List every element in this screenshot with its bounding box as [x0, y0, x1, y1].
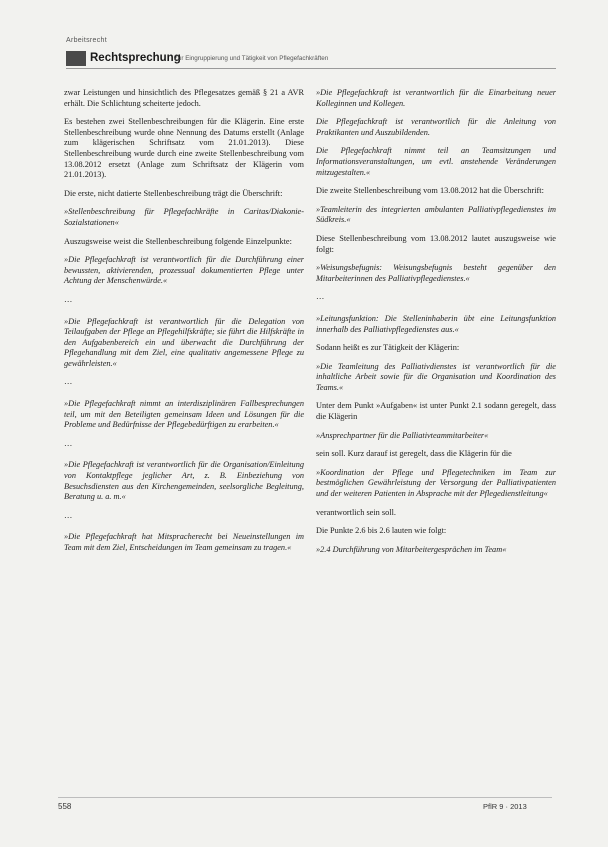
quoted-paragraph: »Die Pflegefachkraft ist verantwortlich für die Delegation von Teilaufgaben der Pflege an Pflegehilfskräfte; sie führt die Hilfskräfte in den Aufgabenbereich ein und überwacht die Durchführung der Pflegehandlung mit dem Ziel, eine qualitativ angemessene Pflege zu gewährleisten.«: [64, 316, 304, 368]
paragraph: Diese Stellenbeschreibung vom 13.08.2012 lautet auszugsweise wie folgt:: [316, 233, 556, 254]
paragraph: Die Punkte 2.6 bis 2.6 lauten wie folgt:: [316, 526, 447, 536]
quoted-paragraph: »2.4 Durchführung von Mitarbeitergesprächen im Team«: [316, 544, 507, 554]
quoted-paragraph: »Ansprechpartner für die Palliativteammitarbeiter«: [316, 430, 489, 440]
quoted-paragraph: »Die Pflegefachkraft ist verantwortlich für die Organisation/Einleitung von Kontaktpflege jeglicher Art, z. B. Einbeziehung von Besuchsdiensten aus den Kirchengemeinden, seelsorgliche Begleitung, Beratung u. a. m.«: [64, 460, 304, 502]
paragraph: zwar Leistungen und hinsichtlich des Pflegesatzes gemäß § 21 a AVR erhält. Die Schlichtung scheiterte jedoch.: [64, 88, 304, 108]
ellipsis-marker: …: [64, 377, 73, 387]
header-subtitle: Zur Eingruppierung und Tätigkeit von Pflegefachkräften: [174, 55, 329, 62]
quoted-paragraph: »Die Pflegefachkraft ist verantwortlich für die Einarbeitung neuer Kolleginnen und Kollegen.: [316, 88, 556, 108]
journal-issue: PflR 9 · 2013: [483, 802, 527, 811]
page-number: 558: [58, 802, 72, 811]
header-block-marker: [66, 51, 86, 66]
ellipsis-marker: …: [316, 292, 325, 302]
paragraph: Die erste, nicht datierte Stellenbeschreibung trägt die Überschrift:: [64, 188, 283, 198]
ellipsis-marker: …: [64, 294, 73, 304]
quoted-paragraph: »Koordination der Pflege und Pflegetechniken im Team zur bestmöglichen Gewährleistung der Versorgung der Palliativpatienten und der weiteren Patienten in Absprache mit der Pflegedienstleitung«: [316, 467, 556, 499]
quoted-paragraph: Die Pflegefachkraft ist verantwortlich für die Anleitung von Praktikanten und Auszubildenden.: [316, 117, 556, 137]
running-header: [66, 50, 556, 69]
header-title: Rechtsprechung: [90, 52, 181, 64]
quoted-paragraph: »Die Pflegefachkraft ist verantwortlich für die Durchführung einer bewussten, aktivierenden, prozessual dokumentierten Pflege unter Achtung der Menschenwürde.«: [64, 255, 304, 286]
paragraph: Die zweite Stellenbeschreibung vom 13.08.2012 hat die Überschrift:: [316, 186, 544, 196]
quoted-paragraph: »Teamleiterin des integrierten ambulanten Palliativpflegedienstes im Südkreis.«: [316, 204, 556, 225]
footer-divider: [58, 797, 552, 798]
quoted-paragraph: »Stellenbeschreibung für Pflegefachkräfte in Caritas/Diakonie-Sozialstationen«: [64, 207, 304, 227]
quoted-paragraph: »Weisungsbefugnis: Weisungsbefugnis besteht gegenüber den Mitarbeiterinnen des Palliativpflegedienstes.«: [316, 263, 556, 283]
paragraph: Sodann heißt es zur Tätigkeit der Klägerin:: [316, 343, 460, 353]
quoted-paragraph: »Die Pflegefachkraft nimmt an interdisziplinären Fallbesprechungen teil, um mit den Beteiligten gemeinsam Ideen und Lösungen für die Probleme und Bedürfnisse der Pflegebedürftigen zu erarbeiten.«: [64, 399, 304, 430]
quoted-paragraph: »Die Pflegefachkraft hat Mitspracherecht bei Neueinstellungen im Team mit dem Ziel, Entscheidungen im Team gemeinsam zu tragen.«: [64, 532, 304, 552]
right-text-column: [316, 88, 556, 563]
quoted-paragraph: »Leitungsfunktion: Die Stelleninhaberin übt eine Leitungsfunktion innerhalb des Palliativpflegedienstes aus.«: [316, 313, 556, 334]
section-label: Arbeitsrecht: [66, 37, 107, 44]
paragraph: sein soll. Kurz darauf ist geregelt, dass die Klägerin für die: [316, 449, 512, 459]
ellipsis-marker: …: [64, 438, 73, 448]
quoted-paragraph: »Die Teamleitung des Palliativdienstes ist verantwortlich für die inhaltliche Arbeit sowie für die Organisation und Koordination des Teams.«: [316, 361, 556, 392]
paragraph: Unter dem Punkt »Aufgaben« ist unter Punkt 2.1 sodann geregelt, dass die Klägerin: [316, 401, 556, 422]
left-text-column: [64, 88, 304, 562]
ellipsis-marker: …: [64, 510, 73, 520]
paragraph: Auszugsweise weist die Stellenbeschreibung folgende Einzelpunkte:: [64, 236, 292, 246]
paragraph: Es bestehen zwei Stellenbeschreibungen für die Klägerin. Eine erste Stellenbeschreibung wurde ohne Nennung des Datums erstellt (Anlage zum klägerischen Schriftsatz vom 21.01.2013). Diese Stellenbeschreibung wurde durch eine zweite Stellenbeschreibung vom 13.08.2012 ersetzt (Anlage zum Schriftsatz der Klägerin vom 21.01.2013).: [64, 117, 304, 180]
paragraph: verantwortlich sein soll.: [316, 507, 396, 517]
quoted-paragraph: Die Pflegefachkraft nimmt teil an Teamsitzungen und Informationsveranstaltungen, um evtl. anstehende Veränderungen mitzugestalten.«: [316, 146, 556, 177]
